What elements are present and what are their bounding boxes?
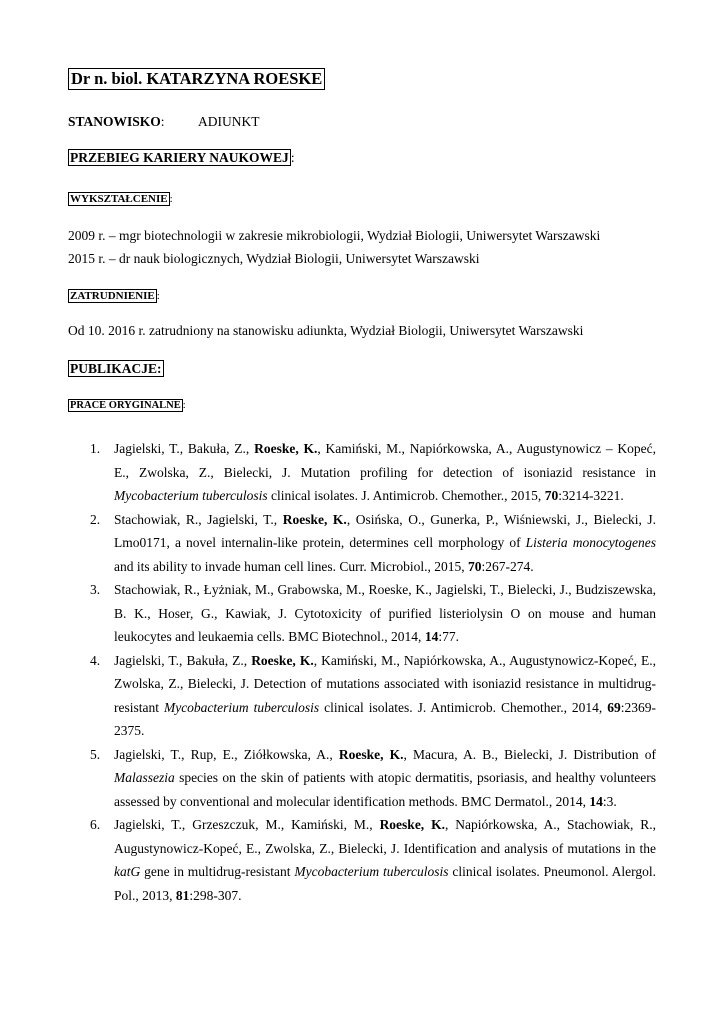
gene-name: katG <box>114 864 141 879</box>
publication-number: 6. <box>90 817 101 832</box>
publication-number: 4. <box>90 652 101 668</box>
publications-heading: PUBLIKACJE: <box>70 361 162 376</box>
original-works-heading: PRACE ORYGINALNE <box>70 400 181 411</box>
volume: 14 <box>424 629 439 644</box>
author-highlight: Roeske, K. <box>379 817 445 832</box>
author-highlight: Roeske, K. <box>338 746 404 762</box>
education-heading: WYKSZTAŁCENIE <box>70 193 168 205</box>
volume: 69 <box>607 699 621 715</box>
publication-item: 1. Jagielski, T., Bakuła, Z., Roeske, K., Kamiński, M., Napiórkowska, A., Augustynowicz – Kopeć, E., Zwolska, Z., Bielecki, J. Mutation profiling for detection of isoniazid resistance in Mycobacterium tuberculosis clinical isolates. J. Antimicrob. Chemother., 2015, 70:3214-3221. <box>90 437 656 508</box>
career-colon: : <box>290 150 295 165</box>
education-item: 2015 r. – dr nauk biologicznych, Wydział Biologii, Uniwersytet Warszawski <box>68 251 480 266</box>
employment-heading-line <box>68 288 160 304</box>
species-name: Mycobacterium tuberculosis <box>294 864 449 879</box>
publication-number: 2. <box>90 511 101 527</box>
author-highlight: Roeske, K. <box>282 511 347 527</box>
volume: 14 <box>589 793 603 809</box>
publication-list <box>90 437 656 907</box>
publication-number: 3. <box>90 582 101 597</box>
page-title: Dr n. biol. KATARZYNA ROESKE <box>68 68 325 90</box>
career-heading: PRZEBIEG KARIERY NAUKOWEJ <box>70 150 289 165</box>
volume: 81 <box>175 887 190 903</box>
species-name: Mycobacterium tuberculosis <box>114 488 268 503</box>
publication-item: 3. Stachowiak, R., Łyżniak, M., Grabowska, M., Roeske, K., Jagielski, T., Bielecki, J., Budziszewska, B. K., Hoser, G., Kawiak, J. Cytotoxicity of purified listeriolysin O on mouse and human leukocytes and leukaemia cells. BMC Biotechnol., 2014, 14:77. <box>90 578 656 649</box>
volume: 70 <box>544 488 559 503</box>
employment-colon: : <box>156 290 160 302</box>
publication-item: 2. Stachowiak, R., Jagielski, T., Roeske, K., Osińska, O., Gunerka, P., Wiśniewski, J., Bielecki, J. Lmo0171, a novel internalin-like protein, determines cell morphology of Listeria monocytogenes and its ability to invade human cell lines. Curr. Microbiol., 2015, 70:267-274. <box>90 508 656 579</box>
author-highlight: Roeske, K. <box>254 441 318 456</box>
position-label: STANOWISKO <box>68 114 161 129</box>
position-colon: : <box>160 114 165 129</box>
position-value: ADIUNKT <box>198 114 260 129</box>
publications-heading-line <box>68 361 164 377</box>
employment-heading: ZATRUDNIENIE <box>70 290 155 302</box>
publication-item: 5. Jagielski, T., Rup, E., Ziółkowska, A., Roeske, K., Macura, A. B., Bielecki, J. Distribution of Malassezia species on the skin of patients with atopic dermatitis, psoriasis, and healthy volunteers assessed by conventional and molecular identification methods. BMC Dermatol., 2014, 14:3. <box>90 743 656 814</box>
education-colon: : <box>169 193 173 205</box>
publication-item: 6. Jagielski, T., Grzeszczuk, M., Kamiński, M., Roeske, K., Napiórkowska, A., Stachowiak, R., Augustynowicz-Kopeć, E., Zwolska, Z., Bielecki, J. Identification and analysis of mutations in the katG gene in multidrug-resistant Mycobacterium tuberculosis clinical isolates. Pneumonol. Alergol. Pol., 2013, 81:298-307. <box>90 813 656 907</box>
author-highlight: Roeske, K. <box>251 652 314 668</box>
employment-item: Od 10. 2016 r. zatrudniony na stanowisku adiunkta, Wydział Biologii, Uniwersytet Warszawski <box>68 323 584 338</box>
education-item: 2009 r. – mgr biotechnologii w zakresie mikrobiologii, Wydział Biologii, Uniwersytet Warszawski <box>68 228 601 243</box>
original-works-heading-line <box>68 398 186 414</box>
publication-item: 4. Jagielski, T., Bakuła, Z., Roeske, K., Kamiński, M., Napiórkowska, A., Augustynowicz-Kopeć, E., Zwolska, Z., Bielecki, J. Detection of mutations associated with isoniazid resistance in multidrug-resistant Mycobacterium tuberculosis clinical isolates. J. Antimicrob. Chemother., 2014, 69:2369-2375. <box>90 649 656 743</box>
position-label-line <box>68 114 165 130</box>
species-name: Malassezia <box>114 770 175 785</box>
career-heading-line <box>68 150 295 166</box>
species-name: Mycobacterium tuberculosis <box>163 699 320 715</box>
volume: 70 <box>467 558 482 574</box>
publication-number: 5. <box>90 746 101 762</box>
education-heading-line <box>68 191 173 207</box>
species-name: Listeria monocytogenes <box>525 535 656 550</box>
original-works-colon: : <box>182 400 186 411</box>
publication-number: 1. <box>90 441 101 456</box>
